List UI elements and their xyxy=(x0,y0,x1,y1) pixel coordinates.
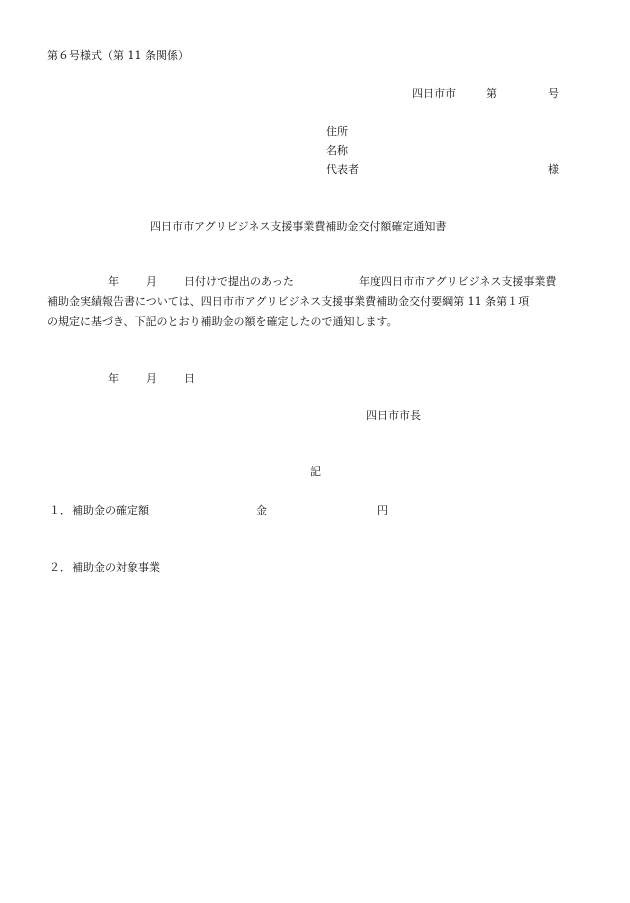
amount-yen: 円 xyxy=(377,504,388,517)
date-month: 月 xyxy=(146,372,157,385)
item-1-number: １． xyxy=(49,504,71,517)
item-2-number: ２． xyxy=(49,561,71,574)
issuer-prefix: 四日市市 xyxy=(412,87,456,100)
address-label: 住所 xyxy=(326,125,348,138)
amount-kin: 金 xyxy=(256,504,267,517)
body-year: 年 xyxy=(108,275,119,288)
ki-heading: 記 xyxy=(310,465,321,478)
document-title: 四日市市アグリビジネス支援事業費補助金交付額確定通知書 xyxy=(150,220,447,233)
body-fiscal-text: 年度四日市市アグリビジネス支援事業費 xyxy=(359,275,557,288)
item-2-label: 補助金の対象事業 xyxy=(72,561,160,574)
date-day: 日 xyxy=(184,372,195,385)
body-submitted-text: 日付けで提出のあった xyxy=(184,275,294,288)
date-year: 年 xyxy=(108,372,119,385)
body-line-3: の規定に基づき、下記のとおり補助金の額を確定したので通知します。 xyxy=(47,315,398,328)
body-line-2: 補助金実績報告書については、四日市市アグリビジネス支援事業費補助金交付要綱第 11 条第１項 xyxy=(47,295,530,308)
representative-label: 代表者 xyxy=(326,163,359,176)
honorific-sama: 様 xyxy=(548,163,559,176)
number-dai: 第 xyxy=(486,87,497,100)
name-label: 名称 xyxy=(326,144,348,157)
signer-mayor: 四日市市長 xyxy=(366,409,421,422)
form-number-label: 第６号様式（第 11 条関係） xyxy=(47,49,189,62)
number-go: 号 xyxy=(548,87,559,100)
item-1-label: 補助金の確定額 xyxy=(72,504,149,517)
body-month: 月 xyxy=(146,275,157,288)
